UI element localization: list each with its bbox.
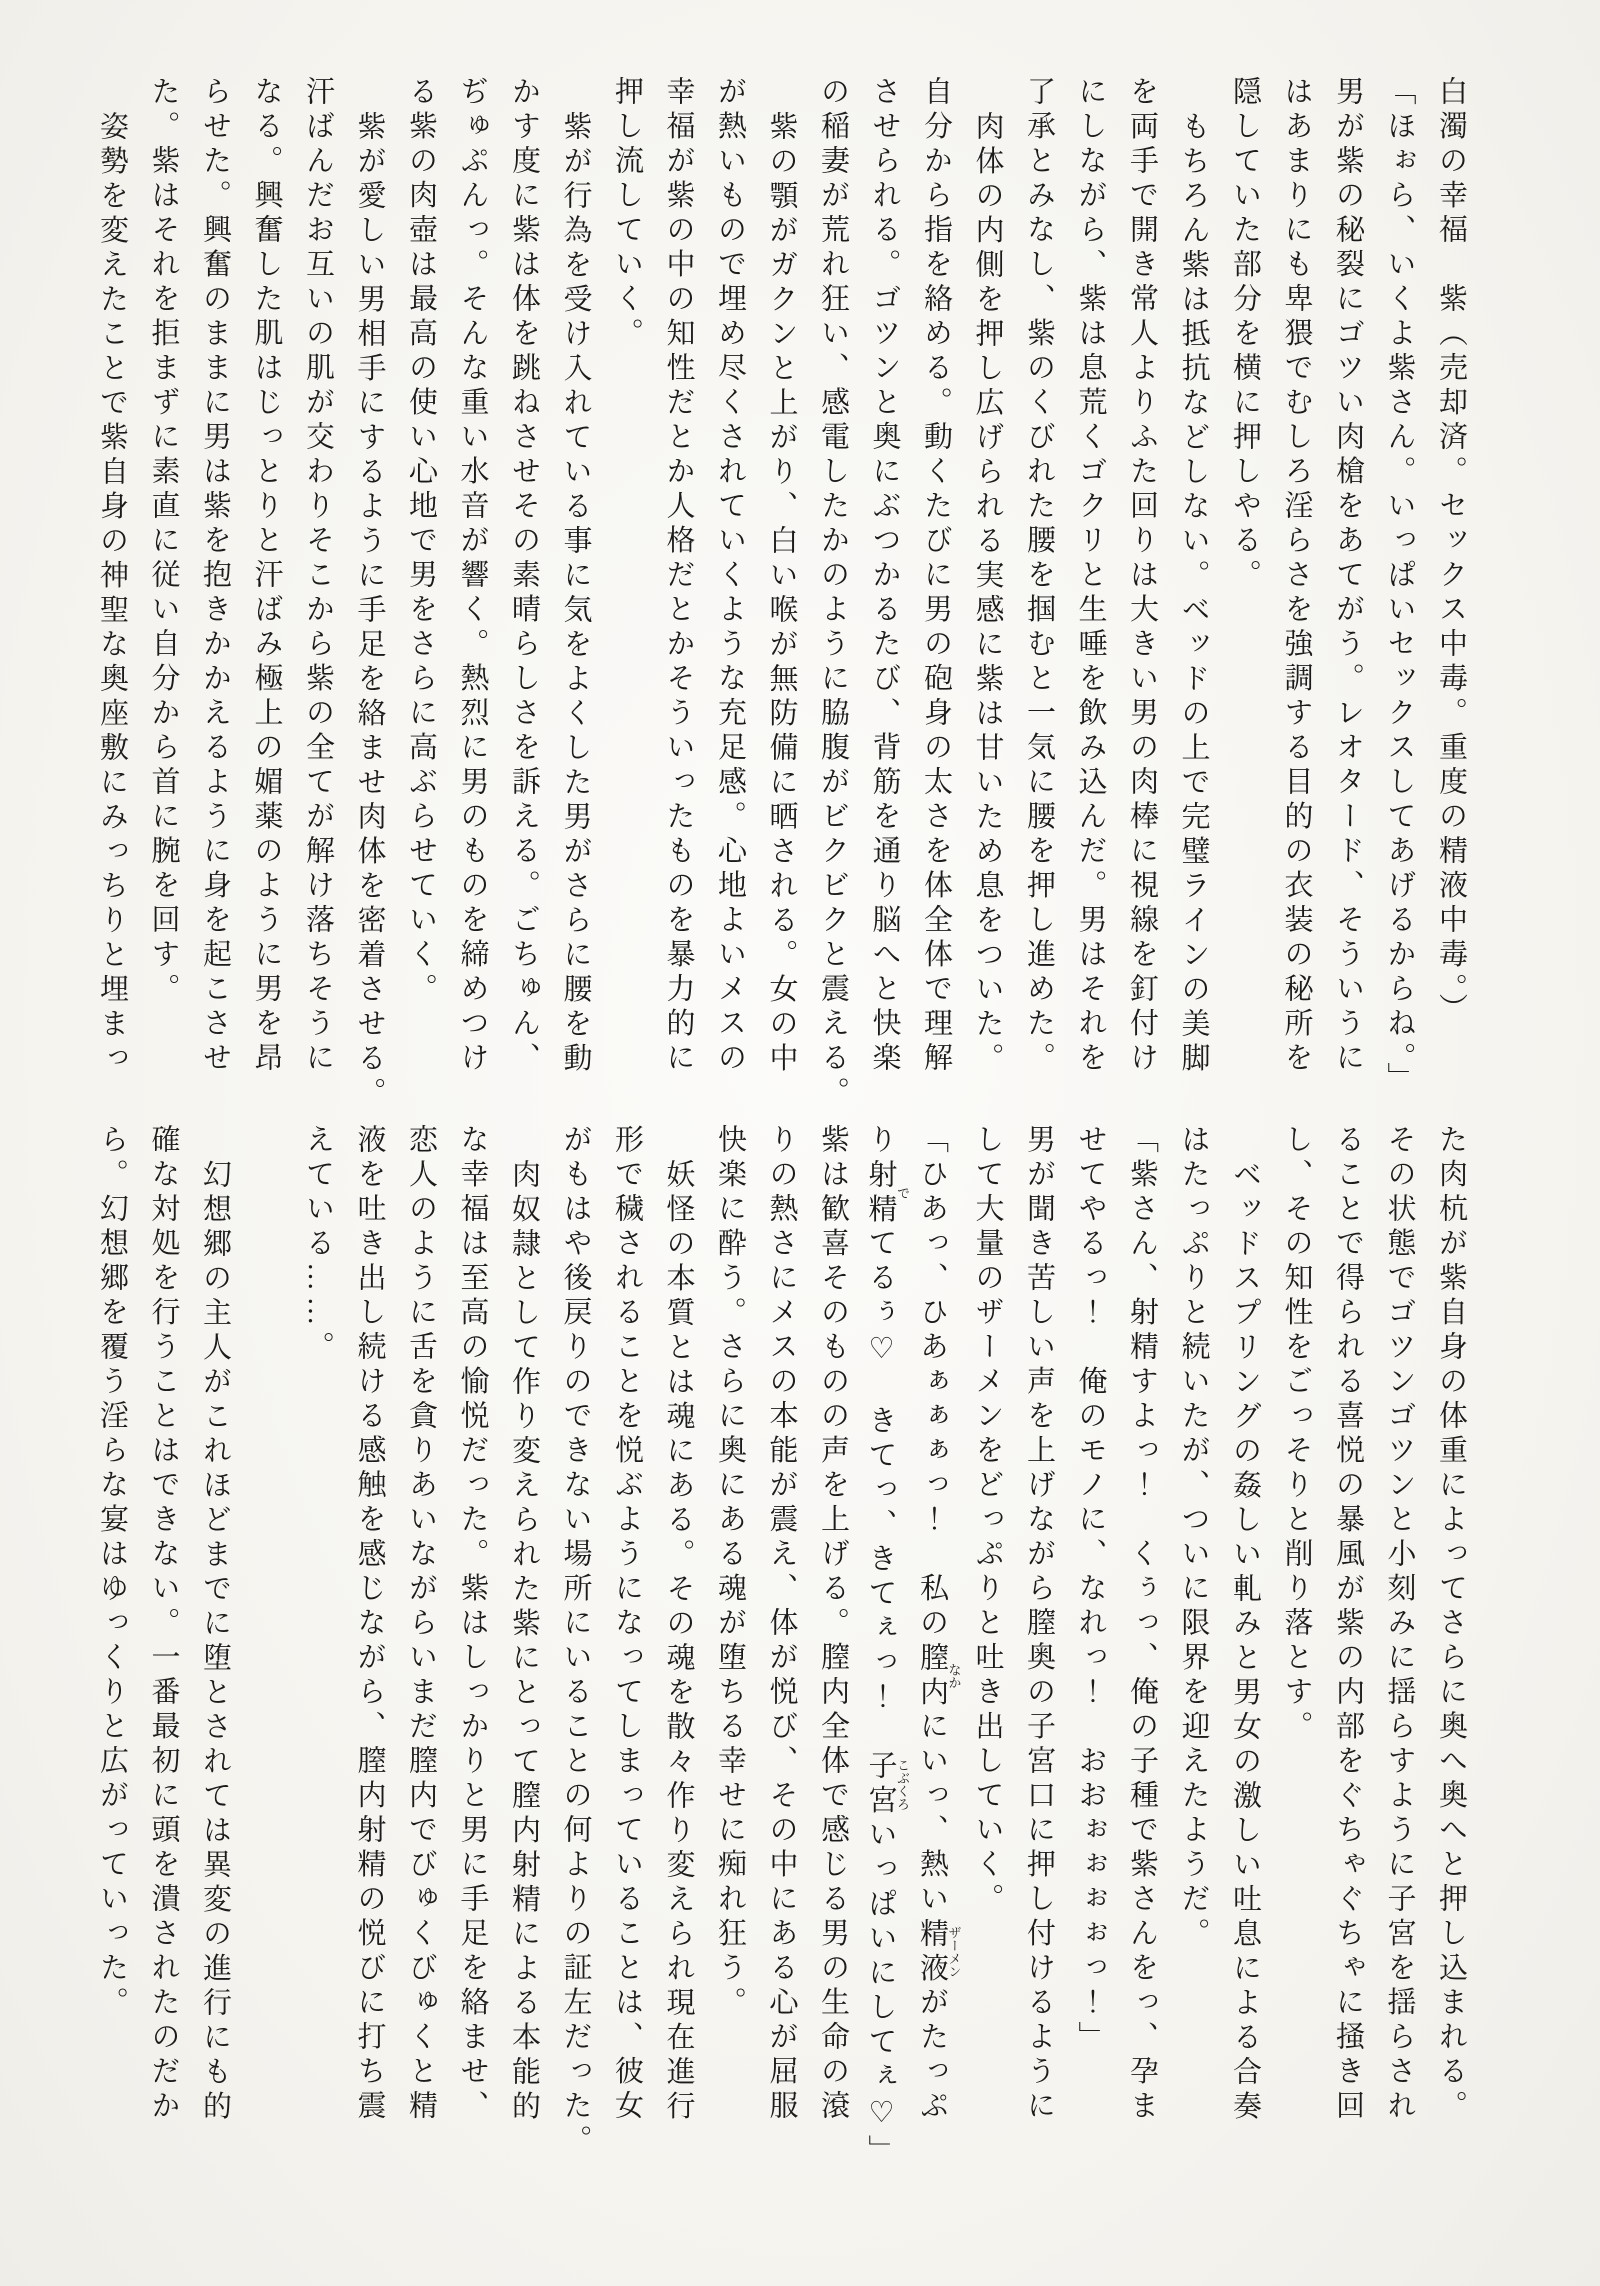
text-column: の稲妻が荒れ狂い、感電したかのように脇腹がビクビクと震える。: [817, 76, 849, 1111]
text-band-top: [85, 76, 1476, 1132]
text-column: 紫が行為を受け入れている事に気をよくした男がさらに腰を動: [559, 110, 592, 1077]
text-column: がもはや後戻りのできない場所にいることの何よりの証左だった。: [559, 1124, 592, 2159]
text-column: えている……。: [302, 1124, 334, 1366]
text-column: 汗ばんだお互いの肌が交わりそこから紫の全てが解け落ちそうに: [302, 76, 334, 1077]
text-column: を両手で開き常人よりふた回りは大きい男の肉棒に視線を釘付け: [1126, 76, 1158, 1077]
text-column: 肉体の内側を押し広げられる実感に紫は甘いため息をついた。: [971, 110, 1004, 1077]
text-column: なる。興奮した肌はじっとりと汗ばみ極上の媚薬のように男を昂: [250, 76, 283, 1077]
text-column: ぢゅぷんっ。そんな重い水音が響く。熱烈に男のものを締めつけ: [456, 76, 489, 1077]
text-column: ることで得られる喜悦の暴風が紫の内部をぐちゃぐちゃに掻き回: [1332, 1124, 1364, 2125]
text-column: た。紫はそれを拒まずに素直に従い自分から首に腕を回す。: [147, 76, 180, 1008]
text-column: が熱いもので埋め尽くされていくような充足感。心地よいメスの: [714, 76, 746, 1077]
text-column: らせた。興奮のままに男は紫を抱きかかえるように身を起こさせ: [199, 76, 231, 1077]
blank-column: [240, 1124, 292, 2186]
text-column: 男が聞き苦しい声を上げながら膣奥の子宮口に押し付けるように: [1023, 1124, 1055, 2125]
text-column: ら。幻想郷を覆う淫らな宴はゆっくりと広がっていった。: [96, 1124, 128, 2021]
text-column: 姿勢を変えたことで紫自身の神聖な奥座敷にみっちりと埋まっ: [96, 110, 128, 1077]
text-column: 肉奴隷として作り変えられた紫にとって膣内射精による本能的: [508, 1158, 540, 2125]
text-column: し、その知性をごっそりと削り落とす。: [1280, 1124, 1313, 1745]
text-band-bottom: [85, 1124, 1476, 2186]
text-column: 紫は歓喜そのものの声を上げる。膣内全体で感じる男の生命の滾: [817, 1124, 849, 2125]
text-column: 「ほぉら、いくよ紫さん。いっぱいセックスしてあげるからね。」: [1383, 76, 1416, 1097]
text-column: 隠していた部分を横に押しやる。: [1229, 76, 1261, 594]
text-column: にしながら、紫は息荒くゴクリと生唾を飲み込んだ。男はそれを: [1074, 76, 1107, 1077]
text-column: 幻想郷の主人がこれほどまでに堕とされては異変の進行にも的: [199, 1158, 231, 2125]
text-column: な幸福は至高の愉悦だった。紫はしっかりと男に手足を絡ませ、: [456, 1124, 489, 2125]
text-column: して大量のザーメンをどっぷりと吐き出していく。: [971, 1124, 1004, 1918]
text-column: 紫が愛しい男相手にするように手足を絡ませ肉体を密着させる。: [353, 110, 386, 1111]
text-column: 了承とみなし、紫のくびれた腰を掴むと一気に腰を押し進めた。: [1023, 76, 1055, 1077]
text-column: はたっぷりと続いたが、ついに限界を迎えたようだ。: [1177, 1124, 1210, 1952]
text-column: 「ひあっ、ひあぁぁぁっ！ 私の膣内なかにいっ、熱い精液ザーメンがたっぷ: [916, 1124, 962, 2125]
text-column: 男が紫の秘裂にゴツい肉槍をあてがう。レオタード、そういうに: [1332, 76, 1364, 1077]
text-column: 自分から指を絡める。動くたびに男の砲身の太さを体全体で理解: [920, 76, 952, 1077]
text-column: その状態でゴツンゴツンと小刻みに揺らすように子宮を揺らされ: [1383, 1124, 1416, 2125]
text-column: させられる。ゴツンと奥にぶつかるたび、背筋を通り脳へと快楽: [868, 76, 901, 1077]
text-column: る紫の肉壺は最高の使い心地で男をさらに高ぶらせていく。: [405, 76, 437, 1008]
text-column: 液を吐き出し続ける感触を感じながら、膣内射精の悦びに打ち震: [353, 1124, 386, 2125]
text-column: せてやるっ！ 俺のモノに、なれっ！ おおぉぉぉぉっ！」: [1074, 1124, 1107, 2056]
text-column: 快楽に酔う。さらに奥にある魂が堕ちる幸せに痴れ狂う。: [714, 1124, 746, 2021]
text-column: 押し流していく。: [611, 76, 643, 352]
text-column: もちろん紫は抵抗などしない。ベッドの上で完璧ラインの美脚: [1177, 110, 1210, 1077]
text-column: はあまりにも卑猥でむしろ淫らさを強調する目的の衣装の秘所を: [1280, 76, 1313, 1077]
story-title-column: 白濁の幸福 紫（売却済。セックス中毒。重度の精液中毒。）: [1435, 76, 1467, 1028]
text-column: 形で穢されることを悦ぶようになってしまっていることは、彼女: [611, 1124, 643, 2125]
text-column: 妖怪の本質とは魂にある。その魂を散々作り変えられ現在進行: [662, 1158, 695, 2125]
text-column: 恋人のように舌を貪りあいながらいまだ膣内でびゅくびゅくと精: [405, 1124, 437, 2125]
text-column: ベッドスプリングの姦しい軋みと男女の激しい吐息による合奏: [1229, 1158, 1261, 2125]
text-column: 幸福が紫の中の知性だとか人格だとかそういったものを暴力的に: [662, 76, 695, 1077]
text-column: 紫の顎がガクンと上がり、白い喉が無防備に晒される。女の中: [765, 110, 798, 1077]
text-column: 「紫さん、射精すよっ！ くぅっ、俺の子種で紫さんをっ、孕ま: [1126, 1124, 1158, 2125]
text-column: り射精でてるぅ♡ きてっ、きてぇっ！ 子宮こぶくろいっぱいにしてぇ♡」: [864, 1124, 910, 2169]
text-column: りの熱さにメスの本能が震え、体が悦び、その中にある心が屈服: [765, 1124, 798, 2125]
text-column: た肉杭が紫自身の体重によってさらに奥へ奥へと押し込まれる。: [1435, 1124, 1467, 2125]
text-column: かす度に紫は体を跳ねさせその素晴らしさを訴える。ごちゅん、: [508, 76, 540, 1077]
text-column: 確な対処を行うことはできない。一番最初に頭を潰されたのだか: [147, 1124, 180, 2125]
